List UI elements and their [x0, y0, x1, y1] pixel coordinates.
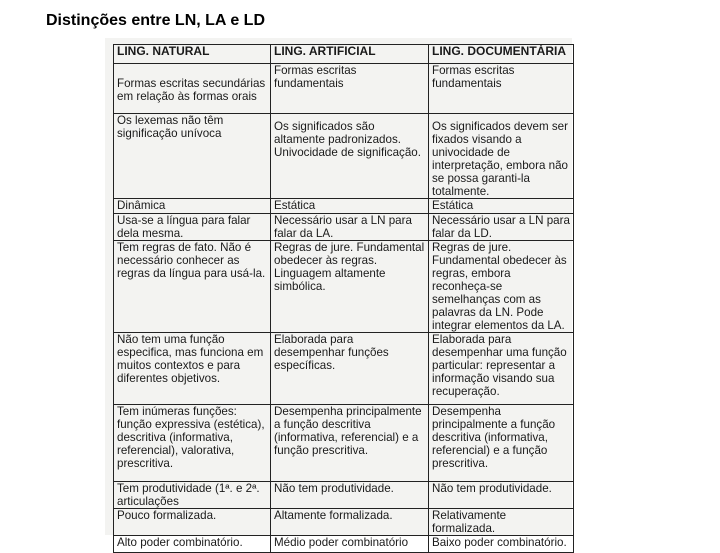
table-row: [114, 509, 574, 536]
table-cell: Necessário usar a LN para falar da LA.: [271, 214, 429, 241]
table-cell: Não tem produtividade.: [429, 482, 574, 509]
table-cell: Não tem produtividade.: [271, 482, 429, 509]
header-documentaria: LING. DOCUMENTÁRIA: [429, 45, 574, 64]
table-cell: Alto poder combinatório.: [114, 536, 271, 553]
table-row: [114, 333, 574, 405]
table-cell: Tem inúmeras funções: função expressiva (estética), descritiva (informativa, referencial), valorativa, prescritiva.: [114, 405, 271, 482]
table-cell: Altamente formalizada.: [271, 509, 429, 536]
table-row: [114, 405, 574, 482]
table-cell: Estática: [271, 199, 429, 214]
table-cell: Desempenha principalmente a função descritiva (informativa, referencial) e a função prescritiva.: [271, 405, 429, 482]
table-cell: Desempenha principalmente a função descritiva (informativa, referencial) e a função prescritiva.: [429, 405, 574, 482]
header-row: [114, 45, 574, 64]
table-cell: Não tem uma função especifica, mas funciona em muitos contextos e para diferentes objetivos.: [114, 333, 271, 405]
table-cell: Tem produtividade (1ª. e 2ª. articulações: [114, 482, 271, 509]
table-cell: Pouco formalizada.: [114, 509, 271, 536]
header-artificial: LING. ARTIFICIAL: [271, 45, 429, 64]
table-row: [114, 114, 574, 199]
table-cell: Tem regras de fato. Não é necessário conhecer as regras da língua para usá-la.: [114, 241, 271, 333]
slide-title: Distinções entre LN, LA e LD: [46, 12, 265, 29]
table-row: [114, 199, 574, 214]
table-cell: Os lexemas não têm significação unívoca: [114, 114, 271, 199]
table-cell: Os significados são altamente padronizados. Univocidade de significação.: [271, 114, 429, 199]
comparison-table: [113, 44, 574, 553]
table-cell: Formas escritas fundamentais: [271, 64, 429, 114]
table-cell: Formas escritas fundamentais: [429, 64, 574, 114]
table-cell: Estática: [429, 199, 574, 214]
table-row: [114, 241, 574, 333]
header-natural: LING. NATURAL: [114, 45, 271, 64]
table-cell: Médio poder combinatório: [271, 536, 429, 553]
table-cell: Elaborada para desempenhar uma função particular: representar a informação visando sua recuperação.: [429, 333, 574, 405]
table-cell: Dinâmica: [114, 199, 271, 214]
table-row: [114, 214, 574, 241]
table-cell: Baixo poder combinatório.: [429, 536, 574, 553]
table-cell: Usa-se a língua para falar dela mesma.: [114, 214, 271, 241]
table-cell: Regras de jure. Fundamental obedecer às regras. Linguagem altamente simbólica.: [271, 241, 429, 333]
table-cell: Necessário usar a LN para falar da LD.: [429, 214, 574, 241]
table-cell: Os significados devem ser fixados visando a univocidade de interpretação, embora não se possa garanti-la totalmente.: [429, 114, 574, 199]
table-row: [114, 536, 574, 553]
table-row: [114, 64, 574, 114]
table-cell: Regras de jure. Fundamental obedecer às regras, embora reconheça-se semelhanças com as palavras da LN. Pode integrar elementos da LA.: [429, 241, 574, 333]
table-row: [114, 482, 574, 509]
table-cell: Relativamente formalizada.: [429, 509, 574, 536]
table-cell: Formas escritas secundárias em relação às formas orais: [114, 64, 271, 114]
table-cell: Elaborada para desempenhar funções específicas.: [271, 333, 429, 405]
